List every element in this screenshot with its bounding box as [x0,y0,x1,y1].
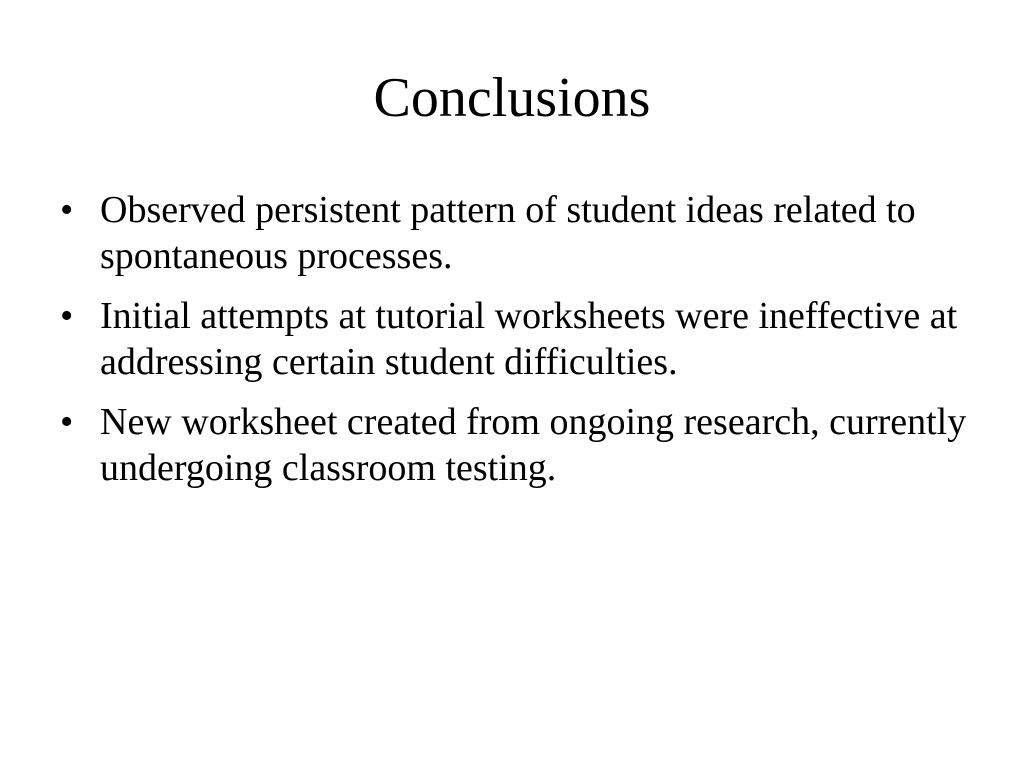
slide-title: Conclusions [373,67,651,129]
bullet-text: New worksheet created from ongoing research, currently undergoing classroom testing. [100,401,967,489]
bullet-text: Observed persistent pattern of student ideas related to spontaneous processes. [100,189,916,277]
bullet-icon: • [60,401,74,443]
bullet-item [60,187,980,279]
bullet-icon: • [60,295,74,337]
bullet-item [60,293,980,385]
bullet-list [60,187,980,505]
bullet-item [60,399,980,491]
bullet-icon: • [60,189,74,231]
bullet-text: Initial attempts at tutorial worksheets were ineffective at addressing certain student difficulties. [100,295,958,383]
